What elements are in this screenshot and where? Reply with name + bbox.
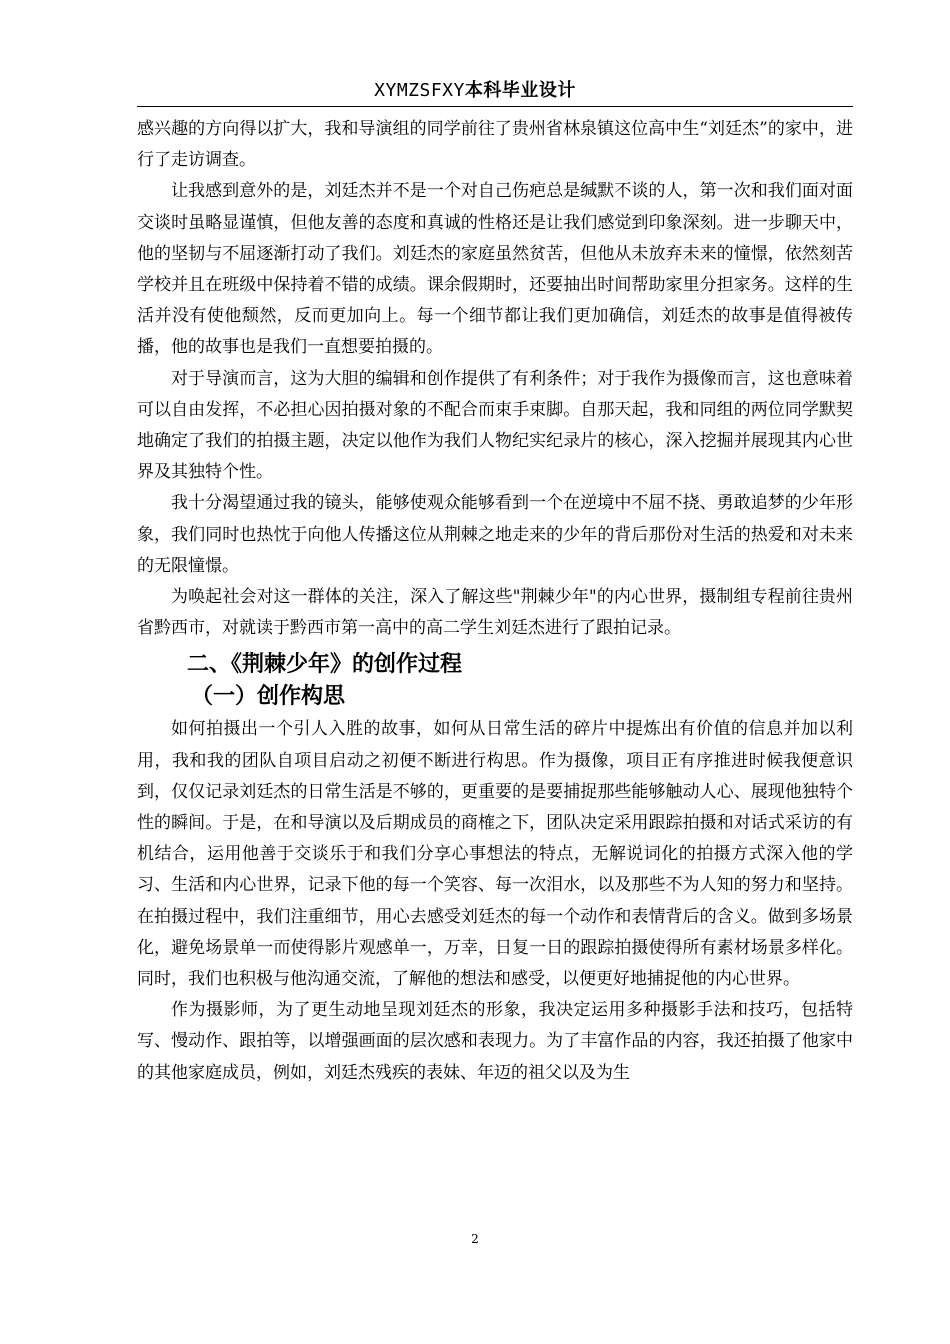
paragraph: 让我感到意外的是，刘廷杰并不是一个对自己伤疤总是缄默不谈的人，第一次和我们面对面交谈时虽略显谨慎，但他友善的态度和真诚的性格还是让我们感觉到印象深刻。进一步聊天中，他的坚韧与不屈逐渐打动了我们。刘廷杰的家庭虽然贫苦，但他从未放弃未来的憧憬，依然刻苦学校并且在班级中保持着不错的成绩。课余假期时，还要抽出时间帮助家里分担家务。这样的生活并没有使他颓然，反而更加向上。每一个细节都让我们更加确信，刘廷杰的故事是值得被传播，他的故事也是我们一直想要拍摄的。 [137,181,853,358]
section-heading: 二、《荆棘少年》的创作过程 [187,652,463,678]
header-code: XYMZSFXY [374,80,465,101]
header-rule [137,106,853,107]
page-header [0,76,950,102]
paragraph: 我十分渴望通过我的镜头，能够使观众能够看到一个在逆境中不屈不挠、勇敢追梦的少年形象，我们同时也热忱于向他人传播这位从荆棘之地走来的少年的背后那份对生活的热爱和对未来的无限憧憬。 [137,493,853,576]
paragraph: 如何拍摄出一个引人入胜的故事，如何从日常生活的碎片中提炼出有价值的信息并加以利用，我和我的团队自项目启动之初便不断进行构思。作为摄像，项目正有序推进时候我便意识到，仅仅记录刘廷杰的日常生活是不够的，更重要的是要捕捉那些能够触动人心、展现他独特个性的瞬间。于是，在和导演以及后期成员的商榷之下，团队决定采用跟踪拍摄和对话式采访的有机结合，运用他善于交谈乐于和我们分享心事想法的特点，无解说词化的拍摄方式深入他的学习、生活和内心世界，记录下他的每一个笑容、每一次泪水，以及那些不为人知的努力和坚持。在拍摄过程中，我们注重细节，用心去感受刘廷杰的每一个动作和表情背后的含义。做到多场景化，避免场景单一而使得影片观感单一，万幸，日复一日的跟踪拍摄使得所有素材场景多样化。同时，我们也积极与他沟通交流，了解他的想法和感受，以便更好地捕捉他的内心世界。 [137,719,853,990]
paragraph: 为唤起社会对这一群体的关注，深入了解这些"荆棘少年"的内心世界，摄制组专程前往贵州省黔西市，对就读于黔西市第一高中的高二学生刘廷杰进行了跟拍记录。 [137,587,853,639]
subsection-heading: （一）创作构思 [191,684,346,710]
paragraph: 感兴趣的方向得以扩大，我和导演组的同学前往了贵州省林泉镇这位高中生“刘廷杰”的家中，进行了走访调查。 [137,119,853,171]
paragraph: 作为摄影师，为了更生动地呈现刘廷杰的形象，我决定运用多种摄影手法和技巧，包括特写、慢动作、跟拍等，以增强画面的层次感和表现力。为了丰富作品的内容，我还拍摄了他家中的其他家庭成员，例如，刘廷杰残疾的表妹、年迈的祖父以及为生 [137,1000,853,1083]
header-title: 本科毕业设计 [464,80,576,101]
page-body [137,114,853,1089]
page-number: 2 [471,1232,479,1246]
paragraph: 对于导演而言，这为大胆的编辑和创作提供了有利条件；对于我作为摄像而言，这也意味着可以自由发挥，不必担心因拍摄对象的不配合而束手束脚。自那天起，我和同组的两位同学默契地确定了我们的拍摄主题，决定以他作为我们人物纪实纪录片的核心，深入挖掘并展现其内心世界及其独特个性。 [137,368,853,483]
